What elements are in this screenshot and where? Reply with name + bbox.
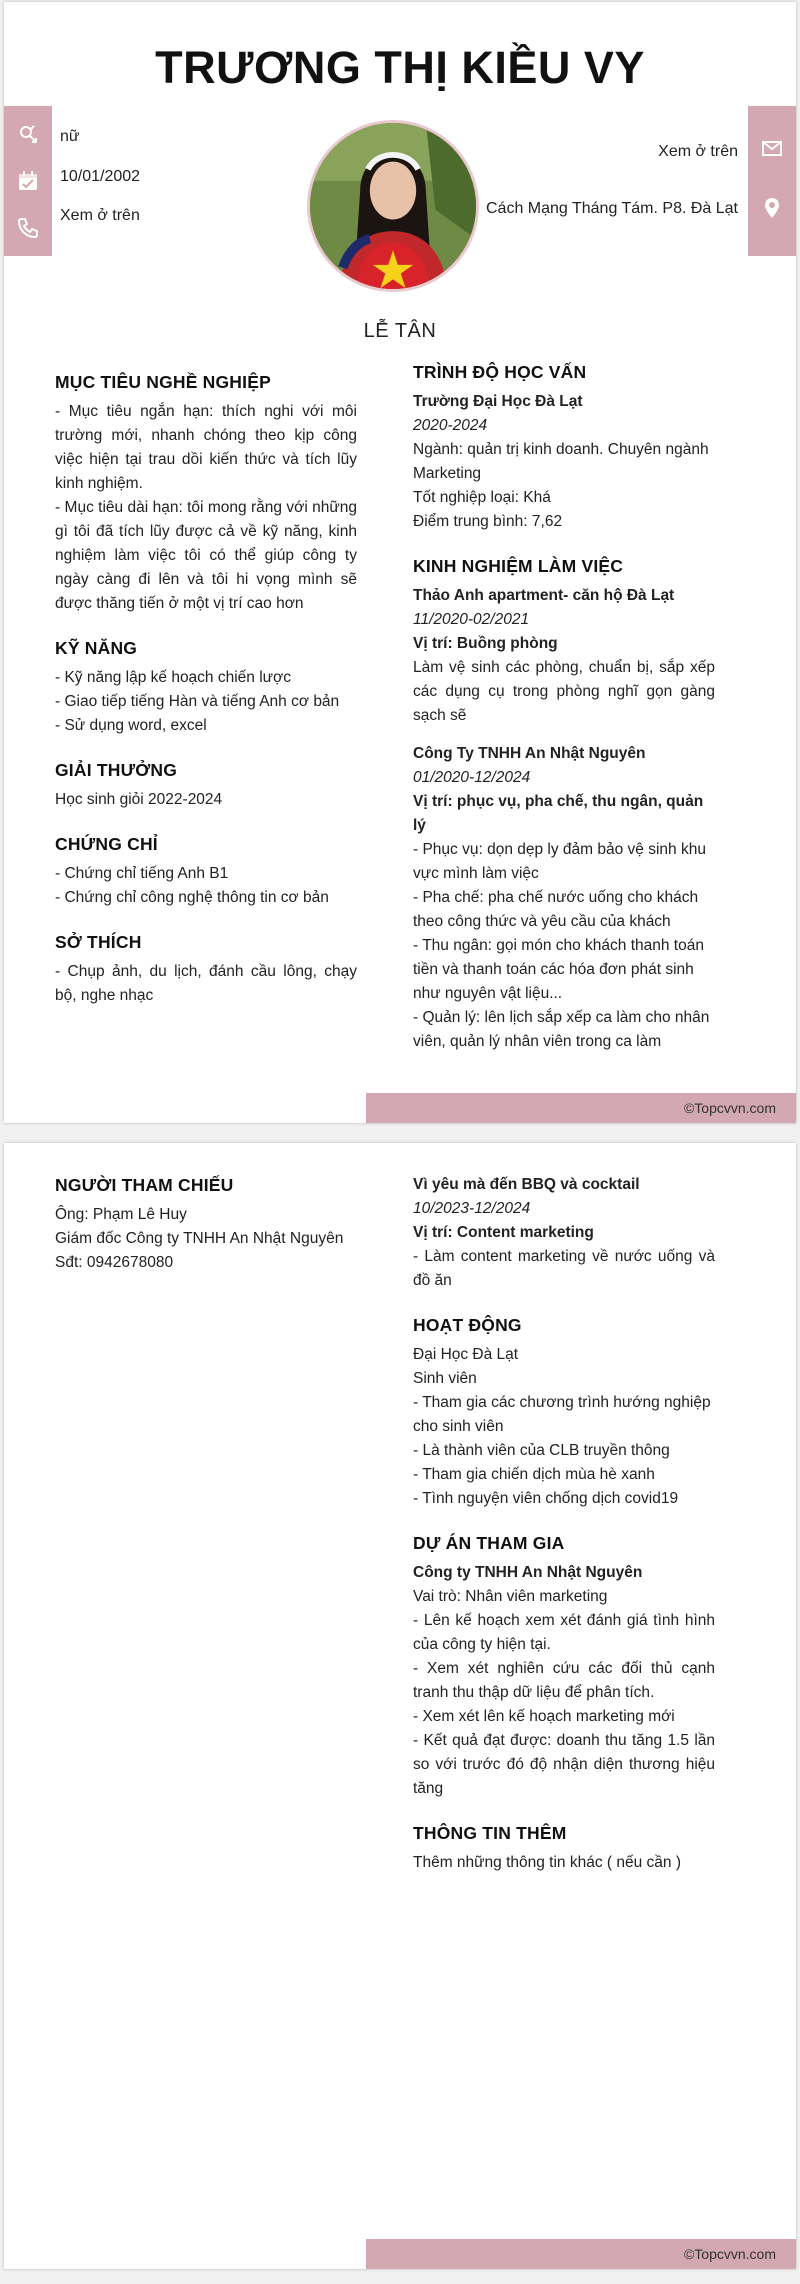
list-item: - Kết quả đạt được: doanh thu tăng 1.5 lần so với trước đó độ nhận diện thương hiệu tăng [413,1732,715,1797]
job-period: 01/2020-12/2024 [413,769,531,786]
career-goal-long: - Mục tiêu dài hạn: tôi mong rằng với những gì tôi đã tích lũy được cả về kỹ năng, kinh nghiệm làm việc tôi có thể giúp công ty ngày càng đi lên và tôi hi vọng mình sẽ được thăng tiến ở một vị trí cao hơn [55,499,357,612]
awards-section [55,758,357,812]
location-pin-icon [760,196,784,220]
career-goal-short: - Mục tiêu ngắn hạn: thích nghi với môi trường mới, nhanh chóng theo kịp công việc hiện tại trau dồi kiến thức và tích lũy kinh nghiệm. [55,403,357,492]
birthday-text: 10/01/2002 [60,168,141,185]
section-title: THÔNG TIN THÊM [413,1823,567,1843]
section-title: NGƯỜI THAM CHIẾU [55,1175,234,1195]
list-item: - Sử dụng word, excel [55,717,207,734]
career-goal-section [55,370,357,616]
job-detail: - Phục vụ: dọn dẹp ly đảm bảo vệ sinh khu vực mình làm việc [413,841,706,882]
job-position: Vị trí: phục vụ, pha chế, thu ngân, quản lý [413,793,704,834]
right-icon-strip [748,106,796,256]
extra-info-section [413,1821,715,1875]
school-name: Trường Đại Học Đà Lạt [413,393,583,410]
hobbies-text: - Chụp ảnh, du lịch, đánh cầu lông, chạy bộ, nghe nhạc [55,963,357,1004]
job-detail: Làm vệ sinh các phòng, chuẩn bị, sắp xếp các dụng cụ trong phòng nghĩ gọn gàng sạch sẽ [413,659,715,724]
education-rank: Tốt nghiệp loại: Khá [413,489,551,506]
right-column [413,360,715,1074]
job-detail: - Pha chế: pha chế nước uống cho khách theo công thức và yêu cầu của khách [413,889,699,930]
mail-icon [760,136,784,160]
job-detail: - Làm content marketing về nước uống và đồ ăn [413,1248,715,1289]
experience-continued [413,1173,715,1293]
list-item: - Kỹ năng lập kế hoạch chiến lược [55,669,291,686]
section-title: HOẠT ĐỘNG [413,1315,522,1335]
cv-page-1 [4,2,796,1123]
cv-page-2 [4,1143,796,2269]
job-company: Vì yêu mà đến BBQ và cocktail [413,1176,640,1193]
footer-brand: ©Topcvvn.com [366,2239,796,2269]
list-item: - Chứng chỉ tiếng Anh B1 [55,865,229,882]
phone-icon [16,216,40,240]
activity-role: Sinh viên [413,1370,477,1387]
job-company: Thảo Anh apartment- căn hộ Đà Lạt [413,587,675,604]
experience-section [413,554,715,1054]
left-column [55,1173,357,1295]
email-text: Xem ở trên [658,143,738,160]
section-title: DỰ ÁN THAM GIA [413,1533,565,1553]
list-item: - Chứng chỉ công nghệ thông tin cơ bản [55,889,329,906]
certificates-section [55,832,357,910]
activity-org: Đại Học Đà Lạt [413,1346,519,1363]
reference-role: Giám đốc Công ty TNHH An Nhật Nguyên [55,1230,344,1247]
calendar-icon [16,169,40,193]
section-title: KỸ NĂNG [55,638,138,658]
project-company: Công ty TNHH An Nhật Nguyên [413,1564,643,1581]
job-title: LỄ TÂN [363,320,437,342]
left-icon-strip [4,106,52,256]
references-section [55,1173,357,1275]
section-title: GIẢI THƯỞNG [55,760,178,780]
section-title: MỤC TIÊU NGHỀ NGHIỆP [55,372,271,392]
candidate-name: TRƯƠNG THỊ KIỀU VY [155,42,645,93]
section-title: SỞ THÍCH [55,932,142,952]
job-detail: - Thu ngân: gọi món cho khách thanh toán tiền và thanh toán các hóa đơn phát sinh như nguyên vật liệu... [413,937,704,1002]
list-item: - Là thành viên của CLB truyền thông [413,1442,670,1459]
section-title: CHỨNG CHỈ [55,834,158,854]
section-title: KINH NGHIỆM LÀM VIỆC [413,556,624,576]
project-role: Vai trò: Nhân viên marketing [413,1588,608,1605]
job-position: Vị trí: Buồng phòng [413,635,558,652]
education-major: Ngành: quản trị kinh doanh. Chuyên ngành Marketing [413,441,709,482]
list-item: - Tham gia các chương trình hướng nghiệp cho sinh viên [413,1394,711,1435]
projects-section [413,1531,715,1801]
list-item: - Lên kế hoạch xem xét đánh giá tình hình của công ty hiện tại. [413,1612,715,1653]
footer-brand: ©Topcvvn.com [366,1093,796,1123]
skills-section [55,636,357,738]
profile-photo [307,120,479,292]
education-period: 2020-2024 [413,417,488,434]
list-item: - Giao tiếp tiếng Hàn và tiếng Anh cơ bản [55,693,340,710]
job-position: Vị trí: Content marketing [413,1224,594,1241]
list-item: Học sinh giỏi 2022-2024 [55,791,223,808]
job-company: Công Ty TNHH An Nhật Nguyên [413,745,646,762]
hobbies-section [55,930,357,1008]
list-item: - Tình nguyện viên chống dịch covid19 [413,1490,679,1507]
extra-info-text: Thêm những thông tin khác ( nếu cần ) [413,1854,682,1871]
education-gpa: Điểm trung bình: 7,62 [413,513,563,530]
reference-name: Ông: Phạm Lê Huy [55,1206,187,1223]
job-period: 11/2020-02/2021 [413,611,530,628]
gender-text: nữ [60,128,80,145]
list-item: - Xem xét nghiên cứu các đối thủ cạnh tranh thu thập dữ liệu để phân tích. [413,1660,715,1701]
phone-text: Xem ở trên [60,207,140,224]
job-detail: - Quản lý: lên lịch sắp xếp ca làm cho nhân viên, quản lý nhân viên trong ca làm [413,1009,710,1050]
activities-section [413,1313,715,1511]
job-period: 10/2023-12/2024 [413,1200,531,1217]
right-column [413,1173,715,1895]
reference-phone: Sđt: 0942678080 [55,1254,174,1271]
gender-icon [16,122,40,146]
list-item: - Xem xét lên kế hoạch marketing mới [413,1708,675,1725]
left-column [55,370,357,1028]
address-text: Cách Mạng Tháng Tám. P8. Đà Lạt [486,200,738,217]
education-section [413,360,715,534]
list-item: - Tham gia chiến dịch mùa hè xanh [413,1466,655,1483]
section-title: TRÌNH ĐỘ HỌC VẤN [413,362,587,382]
